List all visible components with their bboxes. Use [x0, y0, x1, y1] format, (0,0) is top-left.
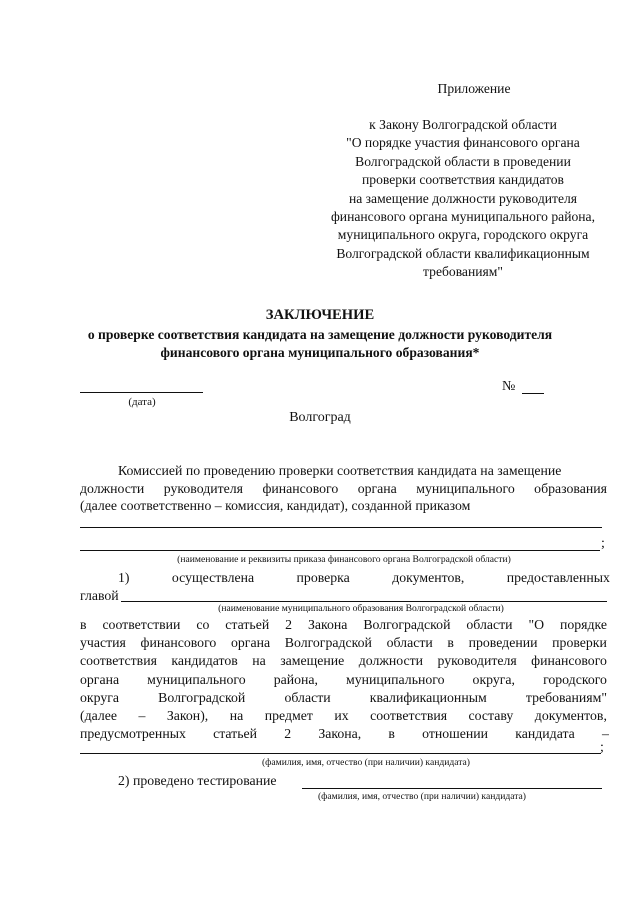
paragraph-word: области	[466, 617, 513, 632]
paragraph-word: Волгоградской	[158, 689, 246, 705]
item1-word: документов,	[392, 570, 465, 585]
paragraph-word: соответствия	[370, 708, 448, 723]
paragraph-word: соответствии	[102, 617, 181, 632]
document-title: ЗАКЛЮЧЕНИЕ	[265, 307, 375, 323]
appendix-line: финансового органа муниципального района,	[331, 209, 595, 224]
fio-caption-2: (фамилия, имя, отчество (при наличии) кандидата)	[317, 791, 527, 802]
document-subtitle-line2: финансового органа муниципального образования*	[160, 345, 480, 360]
paragraph-word: муниципального	[346, 671, 445, 687]
paragraph-word: их	[334, 708, 349, 723]
appendix-line: Волгоградской области квалификационным	[336, 245, 590, 261]
paragraph-line	[80, 726, 609, 741]
order-line-2	[80, 550, 600, 551]
paragraph-word: 2	[284, 726, 292, 742]
paragraph-word: статьей	[225, 617, 270, 632]
paragraph-word: округа	[80, 689, 119, 705]
item1-word: 1)	[118, 570, 130, 585]
intro-word: финансового	[262, 481, 339, 496]
item1-word: предоставленных	[506, 570, 610, 585]
paragraph-word: Закона	[307, 617, 348, 632]
paragraph-word: 2	[285, 617, 293, 632]
testing-line	[302, 788, 602, 789]
order-semicolon: ;	[601, 536, 605, 551]
item1-word: осуществлена	[171, 570, 255, 585]
paragraph-word: документов,	[534, 708, 607, 723]
paragraph-word: области	[284, 689, 331, 705]
paragraph-word: проверки	[552, 635, 607, 651]
date-caption: (дата)	[128, 396, 156, 408]
intro-word: муниципального	[416, 481, 515, 496]
paragraph-word: городского	[543, 671, 607, 687]
intro-line-2	[80, 481, 607, 496]
appendix-line: к Закону Волгоградской области	[369, 117, 557, 132]
intro-word: должности	[80, 481, 145, 496]
paragraph-word: района,	[273, 671, 318, 687]
candidate-semicolon: ;	[600, 740, 604, 755]
appendix-line: проверки соответствия кандидатов	[362, 172, 564, 188]
paragraph-line	[80, 653, 607, 668]
appendix-line: на замещение должности руководителя	[348, 190, 578, 206]
paragraph-word: на	[229, 708, 244, 723]
intro-word: руководителя	[163, 481, 244, 496]
paragraph-word: замещение	[280, 653, 345, 669]
paragraph-line	[80, 617, 607, 632]
intro-word: органа	[357, 481, 397, 496]
paragraph-word: –	[138, 708, 146, 723]
municipality-line	[121, 601, 607, 602]
paragraph-word: Закона,	[318, 726, 362, 742]
paragraph-word: статьей	[213, 726, 257, 742]
order-caption: (наименование и реквизиты приказа финансового органа Волгоградской области)	[177, 554, 511, 565]
paragraph-word: должности	[358, 653, 424, 669]
paragraph-line	[80, 708, 607, 723]
city: Волгоград	[289, 410, 351, 425]
paragraph-word: кандидата	[515, 726, 575, 742]
paragraph-word: финансового	[531, 653, 607, 669]
paragraph-word: в	[447, 635, 454, 651]
paragraph-word: финансового	[140, 635, 217, 651]
paragraph-word: "О	[528, 617, 545, 632]
order-line-1	[80, 527, 602, 528]
paragraph-word: составу	[468, 708, 514, 723]
paragraph-word: области	[386, 635, 433, 651]
paragraph-word: округа,	[472, 671, 515, 687]
item1-word: проверка	[296, 570, 350, 585]
paragraph-word: Волгоградской	[363, 617, 451, 632]
item2-label: 2) проведено тестирование	[118, 773, 277, 788]
paragraph-word: со	[196, 617, 210, 632]
paragraph-word: –	[602, 726, 609, 742]
paragraph-word: порядке	[559, 617, 607, 632]
document-subtitle-line1: о проверке соответствия кандидата на замещение должности руководителя	[87, 327, 553, 342]
fio-caption: (фамилия, имя, отчество (при наличии) кандидата)	[261, 757, 471, 768]
appendix-line: требованиям"	[423, 264, 503, 280]
paragraph-word: органа	[231, 635, 271, 651]
paragraph-word: кандидатов	[171, 653, 238, 669]
municipality-caption: (наименование муниципального образования Волгоградской области)	[218, 603, 504, 614]
paragraph-word: требованиям"	[525, 689, 607, 705]
paragraph-word: предусмотренных	[80, 726, 186, 742]
number-line	[522, 393, 544, 394]
paragraph-word: руководителя	[437, 653, 517, 669]
appendix-heading: Приложение	[437, 81, 511, 96]
paragraph-word: участия	[80, 635, 126, 651]
paragraph-line	[80, 672, 607, 687]
paragraph-line	[80, 690, 607, 705]
paragraph-word: проведении	[468, 635, 538, 651]
paragraph-word: соответствия	[80, 653, 157, 669]
intro-line-3: (далее соответственно – комиссия, кандидат), созданной приказом	[80, 498, 471, 513]
paragraph-word: органа	[80, 671, 120, 687]
paragraph-word: (далее	[80, 708, 117, 723]
paragraph-word: на	[252, 653, 266, 669]
paragraph-word: Волгоградской	[284, 635, 372, 651]
appendix-line: Волгоградской области в проведении	[355, 153, 571, 169]
intro-line-1: Комиссией по проведению проверки соответствия кандидата на замещение	[118, 463, 562, 478]
paragraph-line	[80, 635, 607, 650]
paragraph-word: отношении	[422, 726, 489, 742]
date-line	[80, 392, 203, 393]
intro-word: образования	[534, 481, 607, 496]
item1-glavoy: главой	[80, 588, 119, 603]
paragraph-word: предмет	[264, 708, 313, 723]
paragraph-word: в	[388, 726, 395, 742]
candidate-line	[80, 753, 601, 754]
appendix-line: муниципального округа, городского округа	[337, 227, 589, 243]
paragraph-word: Закон),	[166, 708, 209, 723]
appendix-line: "О порядке участия финансового органа	[346, 135, 580, 151]
paragraph-word: в	[80, 617, 87, 632]
item1-line	[118, 570, 610, 585]
paragraph-word: квалификационным	[369, 689, 487, 705]
number-label: №	[502, 379, 516, 394]
paragraph-word: муниципального	[147, 671, 246, 687]
